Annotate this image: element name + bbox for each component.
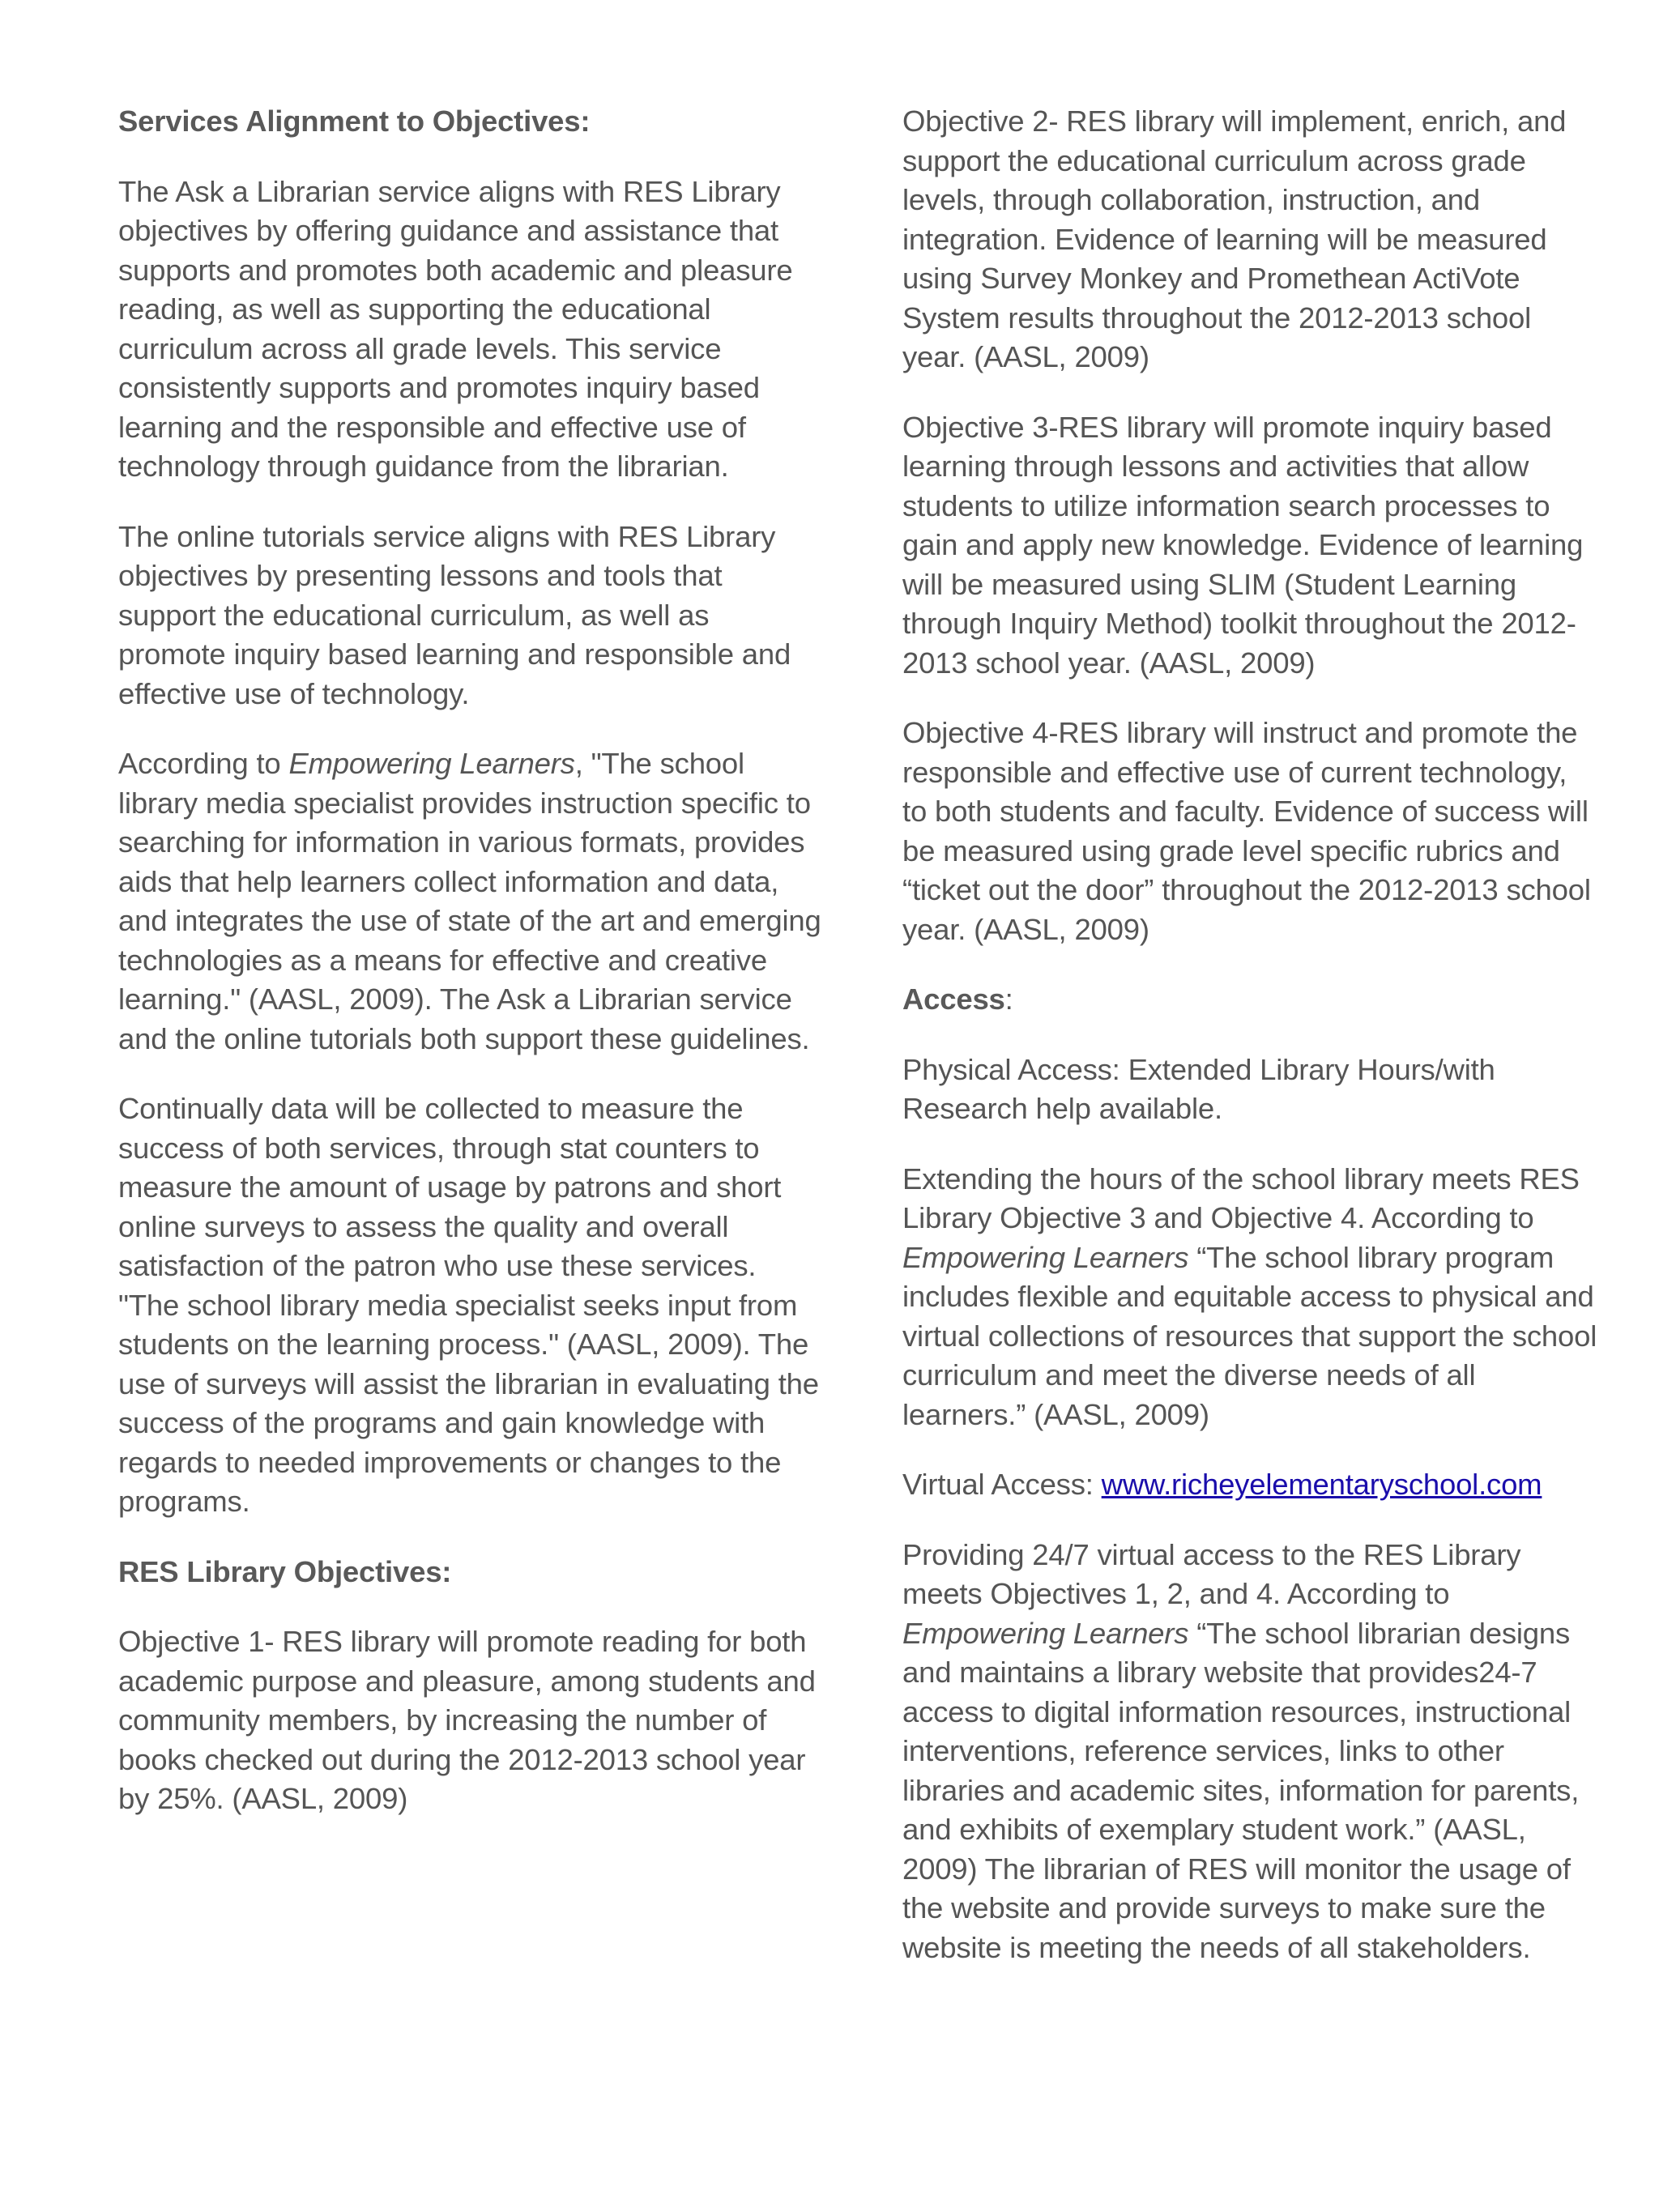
book-title-empowering-learners: Empowering Learners bbox=[288, 747, 575, 780]
paragraph-physical-access: Physical Access: Extended Library Hours/with Research help available. bbox=[902, 1052, 1495, 1125]
providing-rest: “The school librarian designs and maintains a library website that provides24-7 access to digital information resources, instructional interventions, reference services, links to other libraries and academic sites, information for parents, and exhibits of exemplary student work.” (AASL, 2009) The librarian of RES will monitor the usage of the website and provide surveys to make sure the website is meeting the needs of all stakeholders. bbox=[902, 1616, 1580, 1964]
paragraph-objective-3: Objective 3-RES library will promote inquiry based learning through lessons and activities that allow students to utilize information search processes to gain and apply new knowledge. Evidence of learning will be measured using SLIM (Student Learning through Inquiry Method) toolkit throughout the 2012-2013 school year. (AASL, 2009) bbox=[902, 410, 1584, 680]
providing-prefix: Providing 24/7 virtual access to the RES Library meets Objectives 1, 2, and 4. According to bbox=[902, 1537, 1521, 1610]
paragraph-objective-4: Objective 4-RES library will instruct and promote the responsible and effective use of current technology, to both students and faculty. Evidence of success will be measured using grade level specific rubrics and “ticket out the door” throughout the 2012-2013 school year. (AASL, 2009) bbox=[902, 716, 1591, 946]
paragraph-ask-a-librarian: The Ask a Librarian service aligns with RES Library objectives by offering guidance and assistance that supports and promotes both academic and pleasure reading, as well as supporting the educational curriculum across all grade levels. This service consistently supports and promotes inquiry based learning and the responsible and effective use of technology through guidance from the librarian. bbox=[118, 174, 793, 483]
according-prefix: According to bbox=[118, 747, 289, 780]
book-title-empowering-learners-2: Empowering Learners bbox=[902, 1240, 1189, 1274]
heading-res-library-objectives: RES Library Objectives: bbox=[118, 1554, 452, 1588]
paragraph-providing-access bbox=[902, 1536, 1599, 1968]
virtual-access-label: Virtual Access: bbox=[902, 1468, 1102, 1501]
paragraph-online-tutorials: The online tutorials service aligns with RES Library objectives by presenting lessons and tools that support the educational curriculum, as well as promote inquiry based learning and responsible and effective use of technology. bbox=[118, 519, 791, 710]
book-title-empowering-learners-3: Empowering Learners bbox=[902, 1616, 1189, 1650]
paragraph-extending-hours bbox=[902, 1160, 1599, 1435]
paragraph-objective-1: Objective 1- RES library will promote reading for both academic purpose and pleasure, among students and community members, by increasing the number of books checked out during the 2012-2013 school year by 25%. (AASL, 2009) bbox=[118, 1625, 816, 1815]
left-column bbox=[118, 102, 821, 1850]
extending-rest: “The school library program includes flexible and equitable access to physical and virtual collections of resources that support the school curriculum and meet the diverse needs of all learners.” (AASL, 2009) bbox=[902, 1240, 1597, 1431]
heading-access-line bbox=[902, 980, 1599, 1020]
extending-prefix: Extending the hours of the school library meets RES Library Objective 3 and Objective 4. According to bbox=[902, 1161, 1580, 1234]
heading-access: Access bbox=[902, 982, 1005, 1016]
paragraph-objective-2: Objective 2- RES library will implement, enrich, and support the educational curriculum across grade levels, through collaboration, instruction, and integration. Evidence of learning will be measured using Survey Monkey and Promethean ActiVote System results throughout the 2012-2013 school year. (AASL, 2009) bbox=[902, 104, 1567, 373]
paragraph-virtual-access bbox=[902, 1465, 1599, 1505]
heading-access-colon: : bbox=[1004, 982, 1013, 1016]
paragraph-continually: Continually data will be collected to measure the success of both services, through stat counters to measure the amount of usage by patrons and short online surveys to assess the quality and overall satisfaction of the patron who use these services. "The school library media specialist seeks input from students on the learning process." (AASL, 2009). The use of surveys will assist the librarian in evaluating the success of the programs and gain knowledge with regards to needed improvements or changes to the programs. bbox=[118, 1092, 819, 1518]
website-link[interactable]: www.richeyelementaryschool.com bbox=[1101, 1468, 1542, 1501]
right-column bbox=[902, 102, 1599, 1998]
according-rest: , "The school library media specialist provides instruction specific to searching for information in various formats, provides aids that help learners collect information and data, and integrates the use of state of the art and emerging technologies as a means for effective and creative learning." (AASL, 2009). The Ask a Librarian service and the online tutorials both support these guidelines. bbox=[118, 747, 821, 1055]
paragraph-according-to bbox=[118, 744, 821, 1059]
heading-services-alignment: Services Alignment to Objectives: bbox=[118, 104, 591, 138]
